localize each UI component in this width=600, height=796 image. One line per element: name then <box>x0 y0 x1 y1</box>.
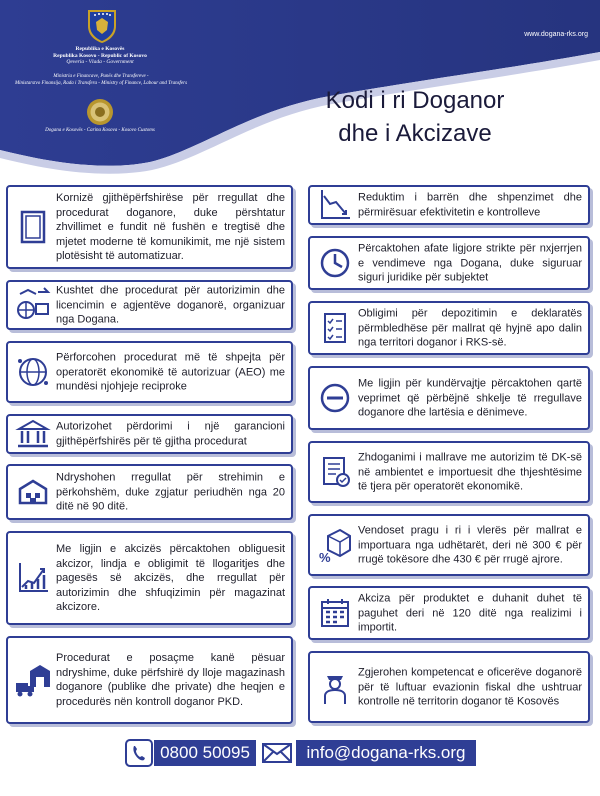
info-box-left-1 <box>6 185 293 269</box>
officer-icon <box>316 668 354 706</box>
customs-broker-icon <box>14 286 52 324</box>
ministry-line-1: Ministria e Financave, Punës dhe Transfereve - <box>53 74 149 79</box>
info-box-left-6 <box>6 531 293 625</box>
ministry-line-2: Ministarstvo Finansija, Rada i Transfera - Ministry of Finance, Labour and Transfers <box>14 80 188 86</box>
info-text: Zgjerohen kompetencat e oficerëve doganorë për të luftuar evazionin fiskal dhe ushtruar kontrolle në territorin doganor të Kosovës <box>358 666 582 708</box>
info-text: Zhdoganimi i mallrave me autorizim të DK-së në ambientet e importuesit dhe thjeshtësime të tjera për operatorët ekonomikë. <box>358 451 582 493</box>
mail-icon <box>262 743 292 763</box>
warehouse-icon <box>14 473 52 511</box>
ministry-names <box>6 74 196 87</box>
info-box-left-3 <box>6 341 293 403</box>
info-text: Akciza për produktet e duhanit duhet të paguhet deri në 120 ditë nga realizimi i importit. <box>358 592 582 634</box>
info-box-right-5 <box>308 441 590 503</box>
info-text: Me ligjin për kundërvajtje përcaktohen qartë veprimet që përbëjnë shkelje të rregullave doganore dhe lartësia e dënimeve. <box>358 377 582 419</box>
info-text: Autorizohet përdorimi i një garancioni gjithëpërfshirës për të gjitha procedurat <box>56 420 285 447</box>
info-box-right-3 <box>308 301 590 355</box>
page-title: Kodi i ri Doganor dhe i Akcizave <box>325 87 505 147</box>
info-box-right-2 <box>308 236 590 290</box>
info-text: Përcaktohen afate ligjore strikte për nxjerrjen e vendimeve nga Dogana, duke siguruar siguri juridike për subjektet <box>358 242 582 284</box>
info-box-left-2 <box>6 280 293 330</box>
info-box-right-6 <box>308 514 590 576</box>
republic-line-3: Qeveria - Vlada - Government <box>66 59 134 65</box>
info-text: Obligimi për depozitimin e deklaratës përmbledhëse për mallrat që hyjnë apo dalin nga territori doganor i RKS-së. <box>358 307 582 349</box>
clock-icon <box>316 244 354 282</box>
rising-chart-icon <box>14 559 52 597</box>
kosovo-emblem-icon <box>86 8 118 44</box>
globe-network-icon <box>14 353 52 391</box>
republic-names <box>40 46 160 66</box>
approved-document-icon <box>316 453 354 491</box>
info-box-left-7 <box>6 636 293 724</box>
info-text: Kornizë gjithëpërfshirëse për rregullat dhe procedurat doganore, duke përshtatur zhvillimet e fundit në fushën e tregtisë dhe mjetet moderne të komunikimit, me një sistem plotësisht të automatizuar. <box>56 191 285 262</box>
bank-guarantee-icon <box>14 415 52 453</box>
customs-seal-icon <box>86 98 114 126</box>
customs-name: Dogana e Kosovës - Carina Kosova - Kosovo Customs <box>45 128 155 133</box>
info-box-right-1 <box>308 185 590 225</box>
republic-line-2: Republika Kosovo - Republic of Kosovo <box>53 52 147 59</box>
calendar-icon <box>316 594 354 632</box>
info-text: Procedurat e posaçme kanë pësuar ndryshime, duke përfshirë dy lloje magazinash doganore (publike dhe private) dhe heqjen e procedurës nën kontroll doganor PKD. <box>56 652 285 708</box>
info-text: Kushtet dhe procedurat për autorizimin dhe licencimin e agjentëve doganorë, organizuar nga Dogana. <box>56 284 285 326</box>
minus-circle-icon <box>316 379 354 417</box>
declining-chart-icon <box>316 186 354 224</box>
info-box-right-8 <box>308 651 590 723</box>
info-text: Ndryshohen rregullat për strehimin e përkohshëm, duke zgjatur periudhën nga 20 ditë në 90 ditë. <box>56 471 285 513</box>
info-box-left-4 <box>6 414 293 454</box>
checklist-icon <box>316 309 354 347</box>
email-address[interactable]: info@dogana-rks.org <box>296 740 476 766</box>
info-text: Reduktim i barrën dhe shpenzimet dhe përmirësuar efektivitetin e kontrolleve <box>358 191 582 218</box>
parcel-percent-icon <box>316 526 354 564</box>
info-text: Me ligjin e akcizës përcaktohen obliguesit akcizor, lindja e obligimit të llogaritjes dhe pagesës së akcizës, dhe rregullat për autorizimin dhe shfuqizimin për magazinat akcizore. <box>56 542 285 613</box>
info-box-left-5 <box>6 464 293 520</box>
phone-icon <box>124 738 154 768</box>
info-box-right-4 <box>308 366 590 430</box>
info-box-right-7 <box>308 586 590 640</box>
truck-warehouse-icon <box>14 661 52 699</box>
framework-book-icon <box>14 208 52 246</box>
republic-line-1: Republika e Kosovës <box>75 46 125 52</box>
info-text: Përforcohen procedurat më të shpejta për operatorët ekonomikë të autorizuar (AEO) me mundësi njohjeje reciproke <box>56 351 285 393</box>
website-url[interactable]: www.dogana-rks.org <box>524 31 588 38</box>
info-text: Vendoset pragu i ri i vlerës për mallrat e importuara nga udhëtarët, deri në 300 € për rrugë tokësore dhe 430 € për rrugë ajrore. <box>358 524 582 566</box>
phone-number[interactable]: 0800 50095 <box>154 740 256 766</box>
svg-text:%: % <box>319 550 331 564</box>
